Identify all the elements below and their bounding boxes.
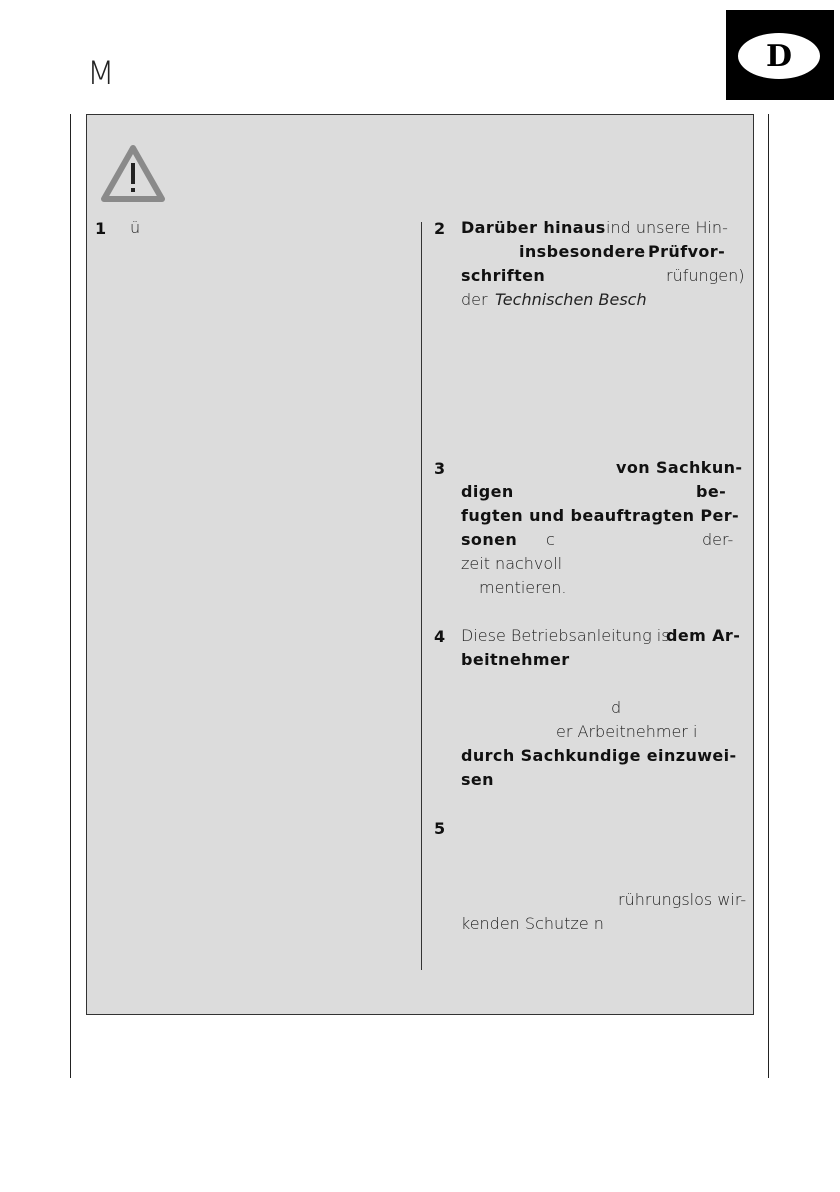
item-4-bold-2: beitnehmer <box>461 650 570 669</box>
item-4-bold-1: dem Ar- <box>666 626 741 645</box>
language-tab <box>726 10 834 100</box>
item-3-text-3: zeit nachvoll <box>461 554 563 573</box>
item-4-text-3: er Arbeitnehmer i <box>556 722 698 741</box>
item-5-number: 5 <box>434 819 446 838</box>
warning-triangle-icon <box>100 144 166 204</box>
item-5-text-2: kenden Schutze n <box>461 914 604 933</box>
item-2-italic-1: Technischen Besch <box>495 290 647 309</box>
item-1-text: ü <box>130 218 141 237</box>
left-margin-rule <box>70 114 71 1078</box>
item-1-number: 1 <box>95 219 107 238</box>
item-2-text-3: der <box>461 290 488 309</box>
item-3-bold-4: fugten und beauftragten Per- <box>461 506 740 525</box>
item-4-bold-4: sen <box>461 770 494 789</box>
item-3-bold-3: be- <box>696 482 727 501</box>
item-3-bold-5: sonen <box>461 530 518 549</box>
item-2-bold-2: insbesondere <box>519 242 646 261</box>
item-2-bold-3: Prüfvor- <box>648 242 726 261</box>
language-badge <box>738 33 820 79</box>
item-2-text-2: rüfungen) <box>666 266 745 285</box>
item-2-bold-1: Darüber hinaus <box>461 218 606 237</box>
item-3-text-4: mentieren. <box>479 578 567 597</box>
right-margin-rule <box>768 114 769 1078</box>
item-3-number: 3 <box>434 459 446 478</box>
item-2-bold-4: schriften <box>461 266 546 285</box>
item-2-text-1: ind unsere Hin- <box>606 218 728 237</box>
item-3-text-2: der- <box>702 530 734 549</box>
item-4-text-2: d <box>611 698 622 717</box>
item-5-text-1: rührungslos wir- <box>618 890 747 909</box>
item-3-bold-2: digen <box>461 482 514 501</box>
item-3-bold-1: von Sachkun- <box>616 458 743 477</box>
item-2-number: 2 <box>434 219 446 238</box>
item-3-text-1: c <box>546 530 555 549</box>
column-divider <box>421 222 422 970</box>
item-4-number: 4 <box>434 627 446 646</box>
header-letter: M <box>87 54 116 92</box>
item-4-text-1: Diese Betriebsanleitung is <box>461 626 670 645</box>
language-letter: D <box>765 38 792 74</box>
item-4-bold-3: durch Sachkundige einzuwei- <box>461 746 737 765</box>
